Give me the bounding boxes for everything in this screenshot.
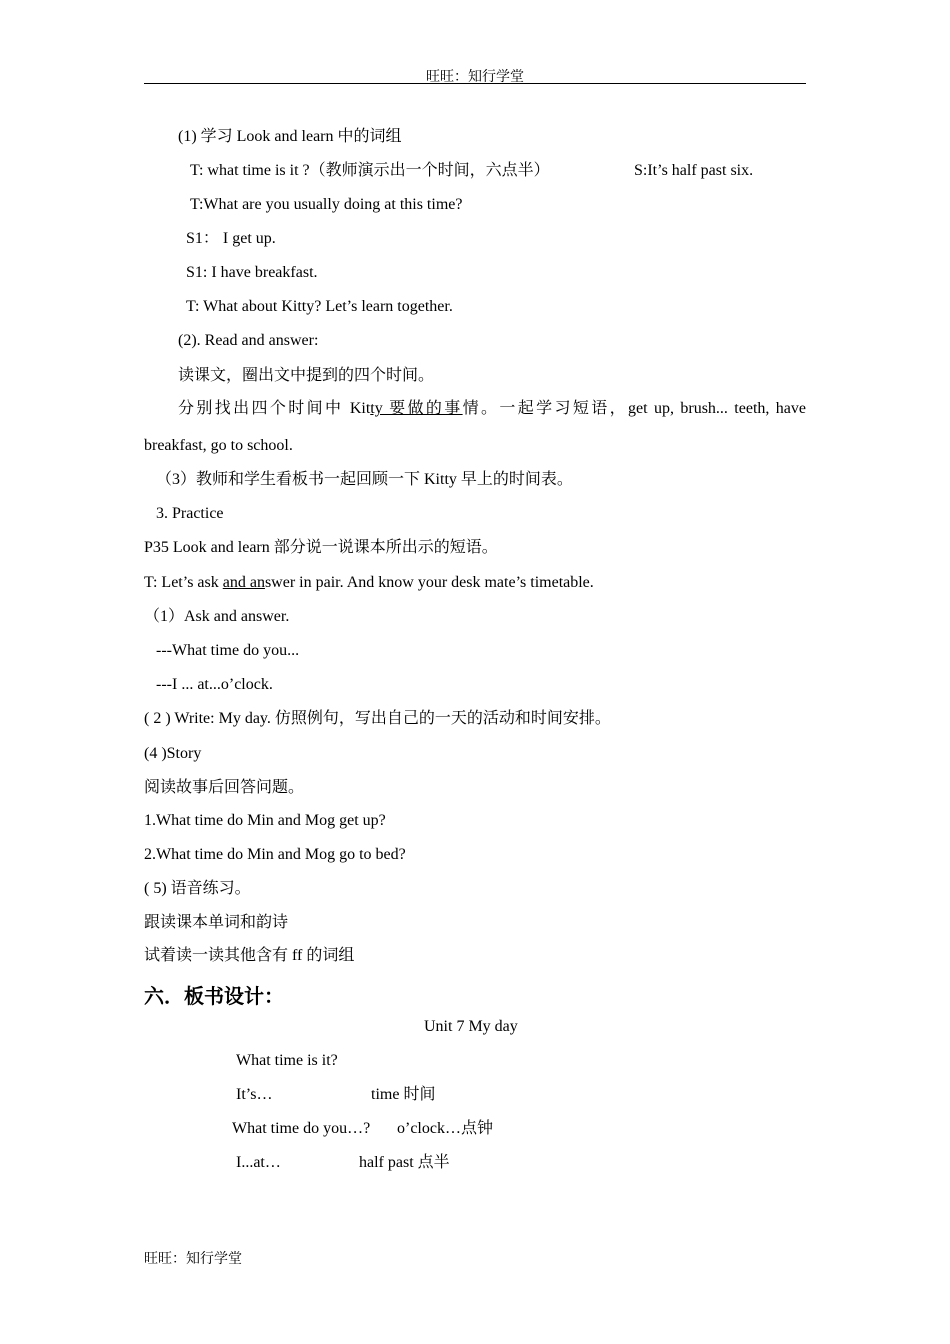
phonics-task-2: 试着读一读其他含有 ff 的词组	[144, 947, 355, 964]
board-title: Unit 7 My day	[424, 1018, 518, 1035]
student-line-1: S1： I get up.	[186, 230, 276, 247]
page-footer: 旺旺：知行学堂	[144, 1252, 242, 1267]
practice-title: 3. Practice	[156, 505, 224, 522]
phonics-task-1: 跟读课本单词和韵诗	[144, 914, 289, 931]
step-2-detail-continued: breakfast, go to school.	[144, 437, 293, 454]
story-question-2: 2.What time do Min and Mog go to bed?	[144, 846, 406, 863]
story-instruction: 阅读故事后回答问题。	[144, 779, 305, 796]
header-divider	[144, 83, 806, 84]
board-line-4-right: half past 点半	[359, 1154, 450, 1171]
pair-work-line	[144, 573, 594, 593]
board-line-2-left: It’s…	[236, 1086, 273, 1103]
step-1-title: (1) 学习 Look and learn 中的词组	[178, 128, 402, 145]
student-answer: S:It’s half past six.	[634, 162, 754, 179]
underlined-text: ty 要做的事	[370, 400, 463, 417]
detail-part-2: 情。一起学习短语，get up, brush... teeth, have	[462, 400, 806, 417]
dialogue-question: ---What time do you...	[156, 642, 300, 659]
board-line-1: What time is it?	[236, 1052, 338, 1069]
step-3-review: （3）教师和学生看板书一起回顾一下 Kitty 早上的时间表。	[156, 471, 573, 488]
story-title: (4 )Story	[144, 745, 202, 762]
pair-part-2: swer in pair. And know your desk mate’s timetable.	[264, 574, 594, 591]
story-question-1: 1.What time do Min and Mog get up?	[144, 812, 386, 829]
teacher-line-2: T:What are you usually doing at this time?	[190, 196, 463, 213]
underlined-text-2: and an	[222, 574, 265, 591]
practice-instruction: P35 Look and learn 部分说一说课本所出示的短语。	[144, 539, 498, 556]
pair-part-1: T: Let’s ask	[144, 574, 223, 591]
ask-answer-title: （1）Ask and answer.	[144, 608, 290, 625]
student-line-2: S1: I have breakfast.	[186, 264, 318, 281]
step-2-detail	[178, 399, 806, 419]
step-2-instruction: 读课文，圈出文中提到的四个时间。	[178, 367, 435, 384]
board-line-3-right: o’clock…点钟	[397, 1120, 493, 1137]
board-line-3-left: What time do you…?	[232, 1120, 371, 1137]
board-line-2-right: time 时间	[371, 1086, 436, 1103]
step-2-title: (2). Read and answer:	[178, 332, 319, 349]
section-heading: 六．板书设计：	[144, 984, 284, 1008]
teacher-line-3: T: What about Kitty? Let’s learn together.	[186, 298, 453, 315]
detail-part-1: 分别找出四个时间中 Kit	[178, 400, 371, 417]
write-task: ( 2 ) Write: My day. 仿照例句，写出自己的一天的活动和时间安排。	[144, 710, 611, 727]
page-header: 旺旺：知行学堂	[426, 70, 524, 85]
teacher-question: T: what time is it ?（教师演示出一个时间，六点半）	[190, 162, 550, 179]
board-line-4-left: I...at…	[236, 1154, 281, 1171]
phonics-title: ( 5) 语音练习。	[144, 880, 251, 897]
dialogue-answer: ---I ... at...o’clock.	[156, 676, 273, 693]
